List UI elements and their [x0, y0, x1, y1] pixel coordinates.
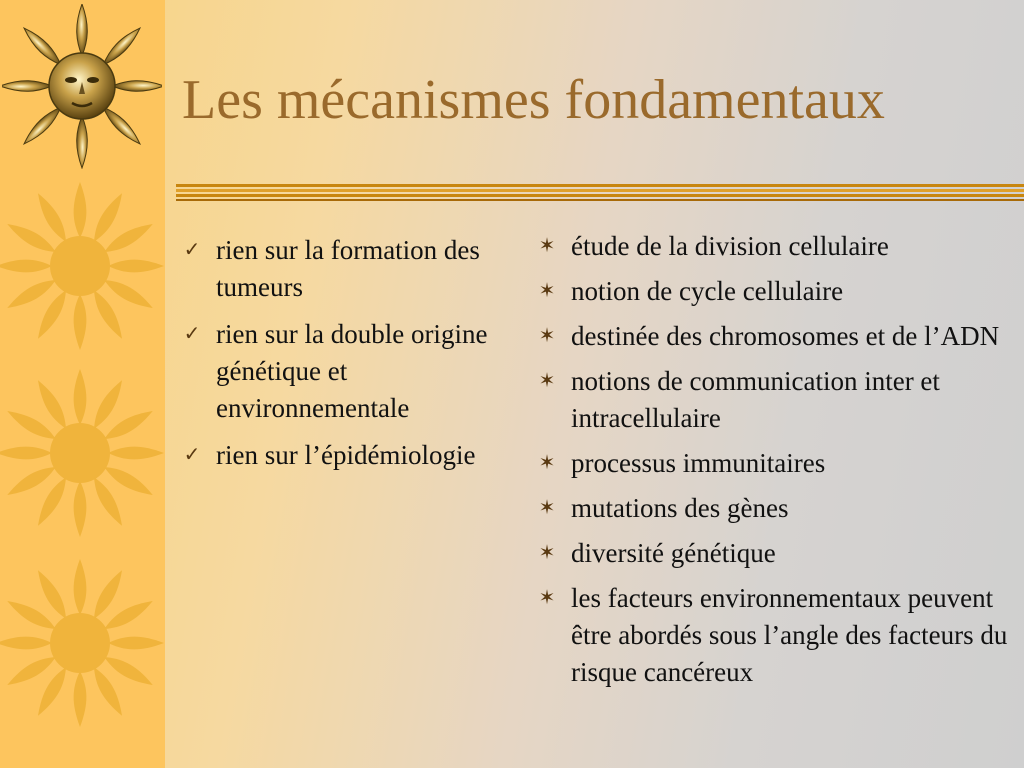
list-item: ✶ les facteurs environnementaux peuvent être abordés sous l’angle des facteurs du risque cancéreux	[533, 580, 1018, 691]
list-item: ✶ destinée des chromosomes et de l’ADN	[533, 318, 1018, 355]
star-icon: ✶	[538, 370, 556, 392]
right-bullet-list	[533, 228, 1018, 699]
star-icon: ✶	[538, 235, 556, 257]
star-icon: ✶	[538, 325, 556, 347]
slide-title: Les mécanismes fondamentaux	[182, 69, 885, 131]
list-item: ✶ processus immunitaires	[533, 445, 1018, 482]
list-item: ✶ mutations des gènes	[533, 490, 1018, 527]
list-item: ✶ étude de la division cellulaire	[533, 228, 1018, 265]
list-item: ✶ notion de cycle cellulaire	[533, 273, 1018, 310]
sun-face-logo	[2, 4, 162, 169]
list-item: ✓ rien sur l’épidémiologie	[178, 437, 508, 474]
checkmark-icon: ✓	[183, 444, 201, 466]
list-item: ✶ diversité génétique	[533, 535, 1018, 572]
title-divider	[176, 183, 1024, 203]
star-icon: ✶	[538, 497, 556, 519]
left-bullet-list	[178, 232, 508, 484]
list-item: ✶ notions de communication inter et intracellulaire	[533, 363, 1018, 437]
star-icon: ✶	[538, 587, 556, 609]
checkmark-icon: ✓	[183, 239, 201, 261]
star-icon: ✶	[538, 280, 556, 302]
star-icon: ✶	[538, 542, 556, 564]
decorative-sun-icon	[0, 178, 165, 353]
decorative-sun-icon	[0, 555, 165, 730]
list-item: ✓ rien sur la formation des tumeurs	[178, 232, 508, 306]
list-item: ✓ rien sur la double origine génétique et environnementale	[178, 316, 508, 427]
star-icon: ✶	[538, 452, 556, 474]
decorative-sun-icon	[0, 365, 165, 540]
checkmark-icon: ✓	[183, 323, 201, 345]
